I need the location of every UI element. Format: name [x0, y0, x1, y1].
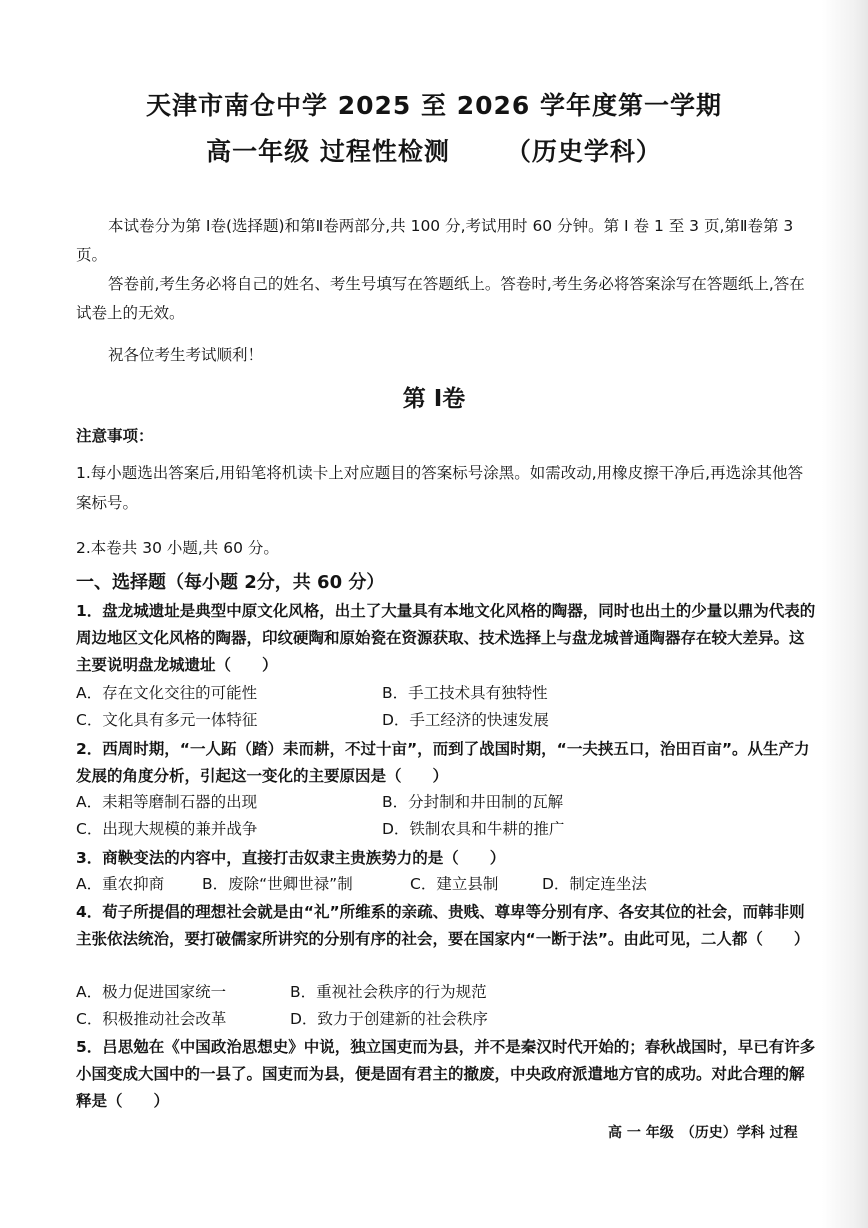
page-footer: 高 一 年级 （历史）学科 过程	[608, 1125, 798, 1141]
question-1-stem: 1．盘龙城遗址是典型中原文化风格，出土了大量具有本地文化风格的陶器，同时也出土的少量以鼎为代表的周边地区文化风格的陶器，印纹硬陶和原始瓷在资源获取、技术选择上与盘龙城普通陶器存在较大差异。这主要说明盘龙城遗址（ ）	[76, 602, 816, 674]
good-luck-text: 祝各位考生考试顺利！	[108, 346, 264, 364]
exam-subtitle	[0, 132, 868, 168]
question-3-option-b: B．废除“世卿世禄”制	[202, 875, 353, 893]
question-1-option-a: A．存在文化交往的可能性	[76, 684, 258, 702]
notice-item-1: 1.每小题选出答案后,用铅笔将机读卡上对应题目的答案标号涂黑。如需改动,用橡皮擦干净后,再选涂其他答案标号。	[76, 464, 804, 512]
question-2-option-a: A．耒耜等磨制石器的出现	[76, 793, 258, 811]
instructions-paragraph-1: 本试卷分为第 Ⅰ卷(选择题)和第Ⅱ卷两部分,共 100 分,考试用时 60 分钟。第 Ⅰ 卷 1 至 3 页,第Ⅱ卷第 3 页。	[76, 217, 794, 264]
question-2-options-row-2	[76, 817, 816, 843]
question-3-option-a: A．重农抑商	[76, 875, 165, 893]
question-3-options-row	[76, 872, 816, 898]
exam-subtitle-subject: （历史学科）	[505, 137, 662, 166]
question-4-option-a: A．极力促进国家统一	[76, 983, 227, 1001]
question-4-option-d: D．致力于创建新的社会秩序	[290, 1010, 488, 1028]
exam-subtitle-grade: 高一年级 过程性检测	[206, 137, 450, 166]
question-3-option-c: C．建立县制	[410, 875, 499, 893]
question-1-options-row-1	[76, 681, 816, 707]
question-2-options-row-1	[76, 790, 816, 816]
instructions-paragraph-2: 答卷前,考生务必将自己的姓名、考生号填写在答题纸上。答卷时,考生务必将答案涂写在答题纸上,答在试卷上的无效。	[76, 275, 805, 322]
exam-title: 天津市南仓中学 2025 至 2026 学年度第一学期	[146, 91, 722, 120]
notice-title: 注意事项：	[76, 427, 154, 445]
question-2-option-b: B．分封制和井田制的瓦解	[382, 793, 564, 811]
question-3-stem: 3．商鞅变法的内容中，直接打击奴隶主贵族势力的是（ ）	[76, 849, 506, 867]
question-1-option-b: B．手工技术具有独特性	[382, 684, 548, 702]
notice-item-2: 2.本卷共 30 小题,共 60 分。	[76, 539, 279, 557]
question-2-stem: 2．西周时期，“一人跖（踏）耒而耕，不过十亩”，而到了战国时期，“一夫挟五口，治田百亩”。从生产力发展的角度分析，引起这一变化的主要原因是（ ）	[76, 740, 810, 785]
question-5-stem: 5．吕思勉在《中国政治思想史》中说，独立国吏而为县，并不是秦汉时代开始的；春秋战国时，早已有许多小国变成大国中的一县了。国吏而为县，便是固有君主的撤废，中央政府派遣地方官的成功。对此合理的解释是（ ）	[76, 1038, 816, 1110]
instructions	[76, 212, 816, 328]
question-1-option-d: D．手工经济的快速发展	[382, 711, 549, 729]
question-3-option-d: D．制定连坐法	[542, 875, 647, 893]
question-2-option-c: C．出现大规模的兼并战争	[76, 820, 258, 838]
question-4-option-c: C．积极推动社会改革	[76, 1010, 227, 1028]
question-4-stem: 4．荀子所提倡的理想社会就是由“礼”所维系的亲疏、贵贱、尊卑等分别有序、各安其位的社会，而韩非则主张依法统治，要打破儒家所讲究的分别有序的社会，要在国家内“一断于法”。由此可见，二人都（ ）	[76, 903, 810, 948]
volume-title: 第 Ⅰ卷	[402, 386, 466, 412]
question-4-option-b: B．重视社会秩序的行为规范	[290, 983, 487, 1001]
page-edge-shadow	[822, 0, 868, 1228]
question-4-options-row-2	[76, 1007, 816, 1033]
question-2-option-d: D．铁制农具和牛耕的推广	[382, 820, 565, 838]
section-title: 一、选择题（每小题 2分，共 60 分）	[76, 572, 385, 593]
question-1-option-c: C．文化具有多元一体特征	[76, 711, 258, 729]
question-1-options-row-2	[76, 708, 816, 734]
question-4-options-row-1	[76, 980, 816, 1006]
